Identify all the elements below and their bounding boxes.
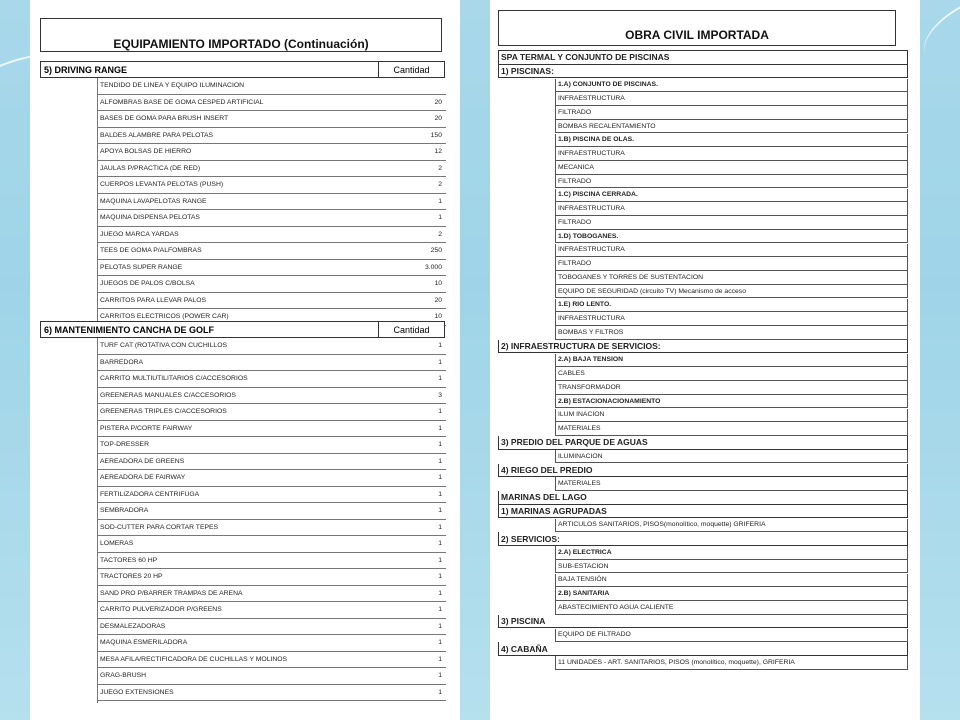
item-name: JUEGO MARCA YARDAS — [100, 230, 179, 238]
table-row: ILUM INACION — [555, 409, 908, 423]
item-name: GREENERAS MANUALES C/ACCESORIOS — [100, 391, 236, 399]
driving-range-table — [97, 78, 446, 328]
item-quantity: 20 — [434, 98, 442, 106]
item-quantity: 1 — [438, 655, 442, 663]
item-quantity: 150 — [430, 131, 442, 139]
table-row: INFRAESTRUCTURA — [555, 244, 908, 258]
table-row — [98, 388, 446, 405]
left-page-title — [40, 18, 442, 52]
section-heading-row: 2) SERVICIOS: — [498, 532, 908, 546]
table-row — [98, 536, 446, 553]
table-row — [98, 260, 446, 277]
item-quantity: 2 — [438, 181, 442, 189]
table-row: 2.A) BAJA TENSION — [555, 354, 908, 368]
table-row — [98, 243, 446, 260]
item-name: TENDIDO DE LINEA Y EQUIPO ILUMINACION — [100, 82, 245, 90]
section-heading-row: 3) PISCINA — [498, 615, 908, 629]
section-label: 6) MANTENIMIENTO CANCHA DE GOLF — [44, 324, 214, 335]
table-row — [98, 553, 446, 570]
item-name: MAQUINA DISPENSA PELOTAS — [100, 214, 200, 222]
table-row: BAJA TENSIÓN — [555, 574, 908, 588]
item-quantity: 1 — [438, 474, 442, 482]
item-name: MESA AFILA/RECTIFICADORA DE CUCHILLAS Y MOLINOS — [100, 655, 288, 663]
obra-civil-table — [498, 50, 908, 691]
item-quantity: 1 — [438, 408, 442, 416]
right-document-page — [490, 0, 920, 720]
item-name: TURF CAT (ROTATIVA CON CUCHILLOS — [100, 342, 228, 350]
table-row: FILTRADO — [555, 257, 908, 271]
table-row: TRANSFORMADOR — [555, 381, 908, 395]
table-row — [98, 470, 446, 487]
table-row — [98, 194, 446, 211]
table-row — [98, 210, 446, 227]
table-row — [98, 161, 446, 178]
item-quantity: 1 — [438, 573, 442, 581]
table-row — [98, 503, 446, 520]
table-row — [98, 371, 446, 388]
item-quantity: 3.000 — [424, 263, 442, 271]
table-row: TOBOGANES Y TORRES DE SUSTENTACION — [555, 271, 908, 285]
section-driving-range-header — [40, 61, 445, 78]
table-row: ABASTECIMIENTO AGUA CALIENTE — [555, 601, 908, 615]
table-row — [98, 586, 446, 603]
section-label: 5) DRIVING RANGE — [44, 64, 128, 75]
table-row — [98, 652, 446, 669]
table-row: 1.C) PISCINA CERRADA. — [555, 189, 908, 203]
item-quantity: 1 — [438, 589, 442, 597]
item-name: BASES DE GOMA PARA BRUSH INSERT — [100, 115, 229, 123]
table-row: FILTRADO — [555, 216, 908, 230]
table-row: 11 UNIDADES - ART. SANITARIOS, PISOS (monolítico, moquette), GRIFERIA — [555, 656, 908, 670]
item-quantity: 1 — [438, 688, 442, 696]
item-name: CARRITOS ELECTRICOS (POWER CAR) — [100, 313, 229, 321]
item-quantity: 1 — [438, 441, 442, 449]
section-heading-row: SPA TERMAL Y CONJUNTO DE PISCINAS — [498, 51, 908, 65]
table-row — [98, 569, 446, 586]
table-row: 2.B) SANITARIA — [555, 587, 908, 601]
table-row: ILUMINACION — [555, 450, 908, 464]
table-row: EQUIPO DE SEGURIDAD (circuito TV) Mecanismo de acceso — [555, 285, 908, 299]
item-name: DESMALEZADORAS — [100, 622, 166, 630]
item-quantity: 3 — [438, 391, 442, 399]
item-name: LOMERAS — [100, 540, 134, 548]
table-row: 1.E) RIO LENTO. — [555, 299, 908, 313]
item-name: PISTERA P/CORTE FAIRWAY — [100, 424, 193, 432]
table-row: 1.A) CONJUNTO DE PISCINAS. — [555, 79, 908, 93]
item-name: JAULAS P/PRACTICA (DE RED) — [100, 164, 201, 172]
item-name: CARRITOS PARA LLEVAR PALOS — [100, 296, 207, 304]
item-quantity: 250 — [430, 247, 442, 255]
table-row: FILTRADO — [555, 106, 908, 120]
table-row: BOMBAS Y FILTROS — [555, 326, 908, 340]
item-quantity: 20 — [434, 296, 442, 304]
table-row — [98, 487, 446, 504]
item-quantity: 1 — [438, 540, 442, 548]
item-quantity: 1 — [438, 375, 442, 383]
maintenance-table — [97, 338, 446, 703]
item-name: AEREADORA DE FAIRWAY — [100, 474, 186, 482]
table-row: INFRAESTRUCTURA — [555, 92, 908, 106]
item-quantity: 1 — [438, 358, 442, 366]
table-row: MATERIALES — [555, 477, 908, 491]
section-maintenance-header — [40, 321, 445, 338]
table-row: MECANICA — [555, 161, 908, 175]
item-name: BALDES ALAMBRE PARA PELOTAS — [100, 131, 214, 139]
item-quantity: 10 — [434, 313, 442, 321]
item-quantity: 1 — [438, 672, 442, 680]
table-row — [98, 293, 446, 310]
table-row — [98, 78, 446, 95]
item-name: APOYA BOLSAS DE HIERRO — [100, 148, 192, 156]
table-row — [98, 95, 446, 112]
item-name: GREENERAS TRIPLES C/ACCESORIOS — [100, 408, 227, 416]
table-row — [98, 338, 446, 355]
item-quantity: 1 — [438, 523, 442, 531]
item-name: TACTORES 60 HP — [100, 556, 158, 564]
item-quantity: 12 — [434, 148, 442, 156]
item-name: SEMBRADORA — [100, 507, 149, 515]
item-name: AEREADORA DE GREENS — [100, 457, 185, 465]
table-row — [98, 177, 446, 194]
table-row — [98, 421, 446, 438]
section-heading-row: 4) RIEGO DEL PREDIO — [498, 464, 908, 478]
item-name: BARREDORA — [100, 358, 144, 366]
table-row: INFRAESTRUCTURA — [555, 312, 908, 326]
item-name: TOP-DRESSER — [100, 441, 149, 449]
qty-column-header: Cantidad — [378, 62, 444, 77]
section-heading-row: 2) INFRAESTRUCTURA DE SERVICIOS: — [498, 340, 908, 354]
section-heading-row: 4) CABAÑA — [498, 642, 908, 656]
section-heading-row: 1) PISCINAS: — [498, 65, 908, 79]
item-name: PELOTAS SUPER RANGE — [100, 263, 183, 271]
table-row: CABLES — [555, 367, 908, 381]
table-row — [98, 454, 446, 471]
table-row: 1.D) TOBOGANES. — [555, 230, 908, 244]
table-row: INFRAESTRUCTURA — [555, 147, 908, 161]
item-quantity: 1 — [438, 197, 442, 205]
table-row — [98, 619, 446, 636]
table-row — [98, 276, 446, 293]
item-quantity: 2 — [438, 230, 442, 238]
table-row — [98, 602, 446, 619]
table-row: 2.A) ELECTRICA — [555, 546, 908, 560]
table-row: INFRAESTRUCTURA — [555, 202, 908, 216]
item-quantity: 1 — [438, 556, 442, 564]
item-name: CARRITO PULVERIZADOR P/GREENS — [100, 606, 222, 614]
item-name: TEES DE GOMA P/ALFOMBRAS — [100, 247, 202, 255]
table-row: 2.B) ESTACIONACIONAMIENTO — [555, 395, 908, 409]
item-quantity: 1 — [438, 214, 442, 222]
table-row — [98, 144, 446, 161]
table-row — [98, 111, 446, 128]
table-row — [98, 437, 446, 454]
table-row — [98, 128, 446, 145]
qty-column-header: Cantidad — [378, 322, 444, 337]
table-row: FILTRADO — [555, 175, 908, 189]
item-quantity: 1 — [438, 507, 442, 515]
item-quantity: 2 — [438, 164, 442, 172]
section-heading-row: 1) MARINAS AGRUPADAS — [498, 505, 908, 519]
item-quantity: 1 — [438, 490, 442, 498]
item-name: SOD-CUTTER PARA CORTAR TEPES — [100, 523, 219, 531]
table-row: SUB-ESTACION — [555, 560, 908, 574]
table-row: ARTICULOS SANITARIOS, PISOS(monolítico, moquette) GRIFERIA — [555, 519, 908, 533]
table-row — [98, 668, 446, 685]
right-title-text: OBRA CIVIL IMPORTADA — [625, 28, 769, 42]
left-title-text: EQUIPAMIENTO IMPORTADO (Continuación) — [113, 37, 369, 51]
right-page-title — [498, 10, 896, 46]
item-quantity: 20 — [434, 115, 442, 123]
item-name: MAQUINA ESMERILADORA — [100, 639, 188, 647]
item-name: GRAG-BRUSH — [100, 672, 147, 680]
item-name: CARRITO MULTIUTILITARIOS C/ACCESORIOS — [100, 375, 248, 383]
item-name: TRACTORES 20 HP — [100, 573, 163, 581]
section-heading-row: 3) PREDIO DEL PARQUE DE AGUAS — [498, 436, 908, 450]
table-row — [98, 520, 446, 537]
item-name: FERTILIZADORA CENTRIFUGA — [100, 490, 200, 498]
table-row — [98, 635, 446, 652]
table-row: BOMBAS RECALENTAMIENTO — [555, 120, 908, 134]
table-row: MATERIALES — [555, 422, 908, 436]
item-name: CUERPOS LEVANTA PELOTAS (PUSH) — [100, 181, 224, 189]
item-quantity: 10 — [434, 280, 442, 288]
item-quantity: 1 — [438, 457, 442, 465]
item-quantity: 1 — [438, 342, 442, 350]
table-row — [98, 355, 446, 372]
table-row — [98, 227, 446, 244]
table-row — [98, 685, 446, 702]
section-heading-row: MARINAS DEL LAGO — [498, 491, 908, 505]
item-quantity: 1 — [438, 424, 442, 432]
table-row: 1.B) PISCINA DE OLAS. — [555, 134, 908, 148]
left-document-page — [30, 0, 460, 720]
item-name: ALFOMBRAS BASE DE GOMA CESPED ARTIFICIAL — [100, 98, 264, 106]
item-name: MAQUINA LAVAPELOTAS RANGE — [100, 197, 207, 205]
item-name: SAND PRO P/BARRER TRAMPAS DE ARENA — [100, 589, 243, 597]
item-quantity: 1 — [438, 622, 442, 630]
item-quantity: 1 — [438, 639, 442, 647]
item-quantity: 1 — [438, 606, 442, 614]
item-name: JUEGO EXTENSIONES — [100, 688, 174, 696]
item-name: JUEGOS DE PALOS C/BOLSA — [100, 280, 195, 288]
table-row — [98, 404, 446, 421]
table-row: EQUIPO DE FILTRADO — [555, 629, 908, 643]
